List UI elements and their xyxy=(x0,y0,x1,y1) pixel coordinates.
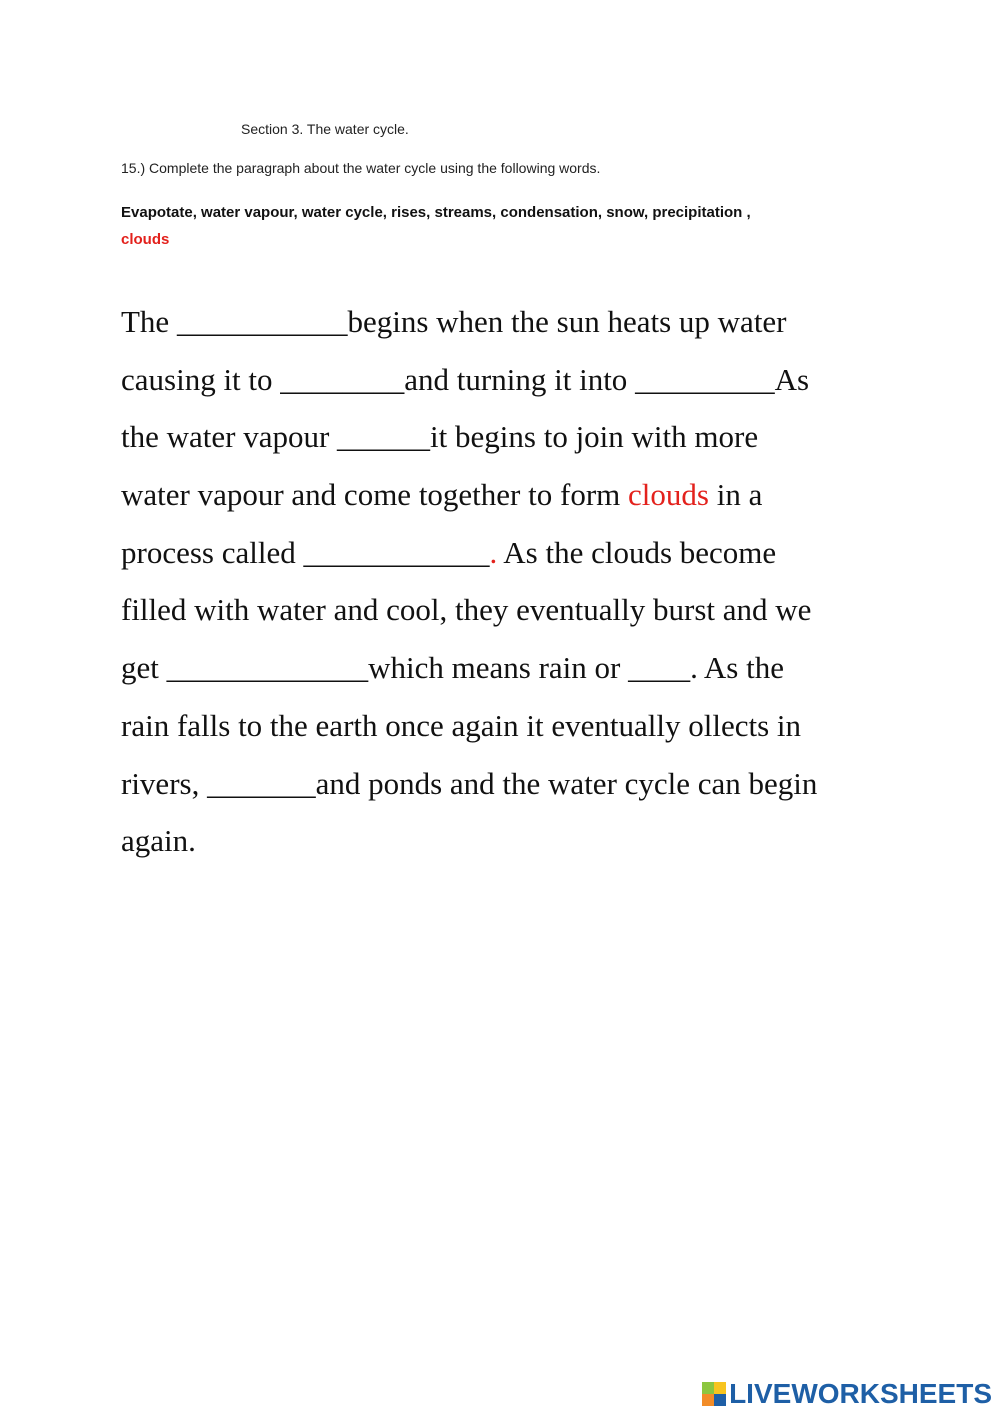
blank-field-6[interactable]: _____________ xyxy=(166,650,369,686)
blank-field-5[interactable]: ____________ xyxy=(303,534,490,570)
passage-text: rain falls to the earth once again it eventually ollects in xyxy=(121,707,802,743)
passage-line-5 xyxy=(121,524,901,582)
passage-line-2 xyxy=(121,351,901,409)
word-bank xyxy=(121,199,881,253)
passage-text: causing it to xyxy=(121,361,281,397)
passage-text: begins when the sun heats up water xyxy=(347,304,787,339)
word-bank-words: Evapotate, water vapour, water cycle, rises, streams, condensation, snow, precipitation , xyxy=(121,204,751,221)
word-bank-highlighted-word: clouds xyxy=(121,231,170,248)
passage-line-7 xyxy=(121,639,901,697)
blank-field-3[interactable]: _________ xyxy=(635,361,775,397)
passage-text: get xyxy=(121,650,167,686)
passage-text: filled with water and cool, they eventually burst and we xyxy=(121,592,812,628)
clouds-example-word: clouds xyxy=(628,477,709,513)
blank-field-4[interactable]: ______ xyxy=(337,419,431,455)
passage-text: . As the xyxy=(690,650,784,686)
passage-line-3 xyxy=(121,408,901,466)
passage-line-4 xyxy=(121,466,901,524)
blank-field-2[interactable]: ________ xyxy=(280,361,405,397)
passage-line-1 xyxy=(121,293,901,351)
passage-text: which means rain or xyxy=(368,650,629,686)
logo-text: LIVEWORKSHEETS xyxy=(729,1378,992,1409)
passage-text: rivers, xyxy=(121,765,208,801)
passage-text: the water vapour xyxy=(121,419,338,455)
red-period: . xyxy=(489,534,498,570)
logo-mark-icon xyxy=(702,1382,726,1406)
passage-line-8 xyxy=(121,697,901,755)
blank-field-1[interactable]: ___________ xyxy=(176,304,348,339)
section-title: Section 3. The water cycle. xyxy=(241,121,409,137)
blank-field-7[interactable]: ____ xyxy=(628,650,691,686)
passage-line-10 xyxy=(121,812,901,870)
passage-text: again. xyxy=(121,823,196,859)
passage-text: in a xyxy=(708,477,763,513)
passage-text: process called xyxy=(121,534,304,570)
passage-text: and ponds and the water cycle can begin xyxy=(315,765,818,801)
passage-text: As xyxy=(774,361,810,397)
liveworksheets-logo[interactable] xyxy=(702,1377,992,1411)
blank-field-8[interactable]: _______ xyxy=(207,765,316,801)
passage-line-6 xyxy=(121,581,901,639)
passage-text: it begins to join with more xyxy=(430,419,759,455)
instruction-text: 15.) Complete the paragraph about the water cycle using the following words. xyxy=(121,160,601,176)
passage-text: As the clouds become xyxy=(497,534,777,570)
cloze-passage xyxy=(121,293,901,870)
passage-text: water vapour and come together to form xyxy=(121,477,629,513)
passage-text: The xyxy=(121,304,177,339)
passage-line-9 xyxy=(121,755,901,813)
passage-text: and turning it into xyxy=(404,361,636,397)
